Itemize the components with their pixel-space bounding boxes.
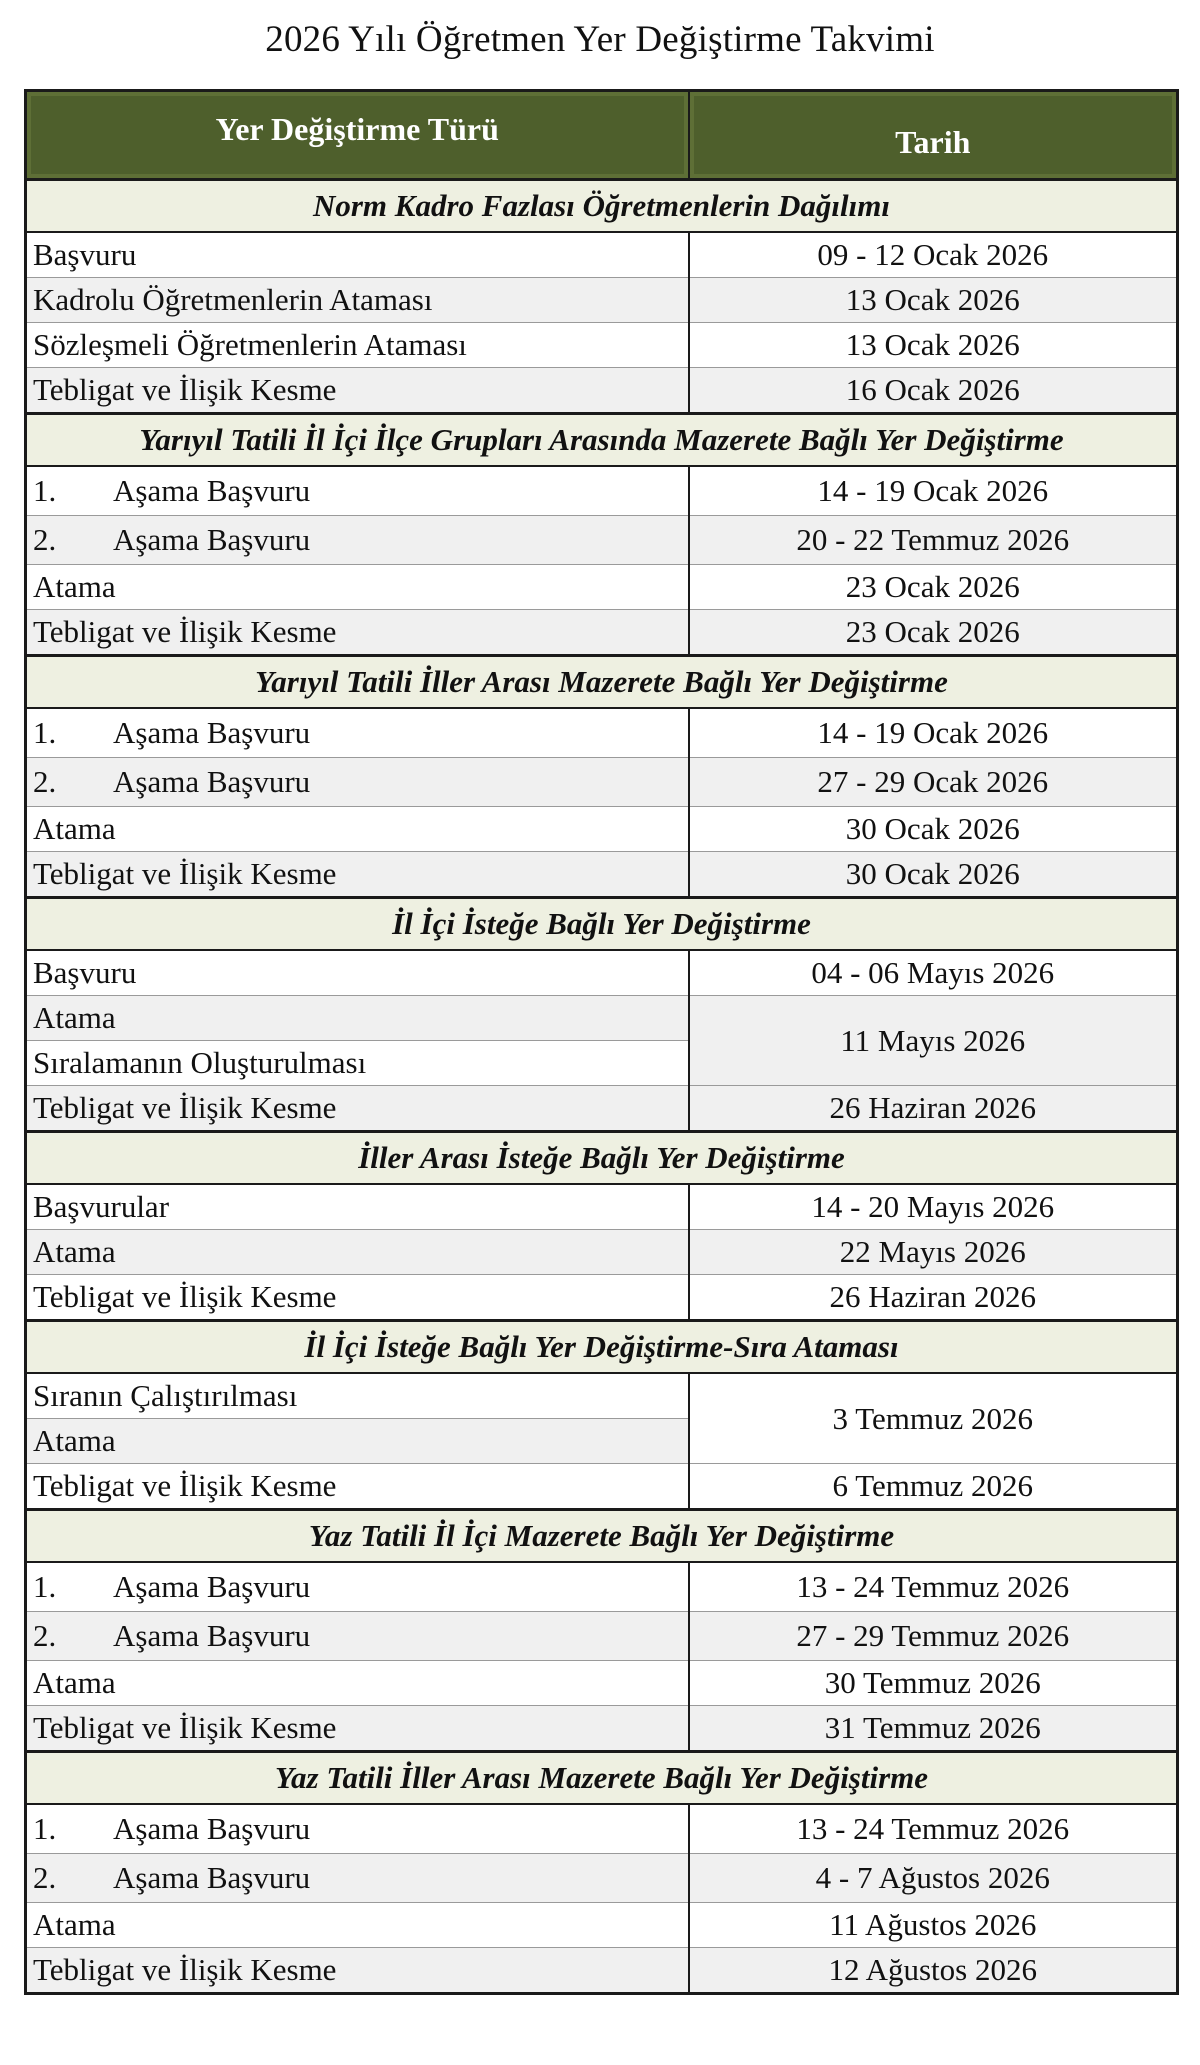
row-label: Tebligat ve İlişik Kesme [33, 856, 337, 891]
row-date: 14 - 19 Ocak 2026 [689, 708, 1178, 758]
header-row [26, 91, 1178, 180]
table-row [26, 516, 1178, 565]
row-label: Tebligat ve İlişik Kesme [33, 1710, 337, 1745]
table-row [26, 565, 1178, 610]
section-heading: İller Arası İsteğe Bağlı Yer Değiştirme [26, 1132, 1178, 1185]
section-heading-row [26, 656, 1178, 709]
section-heading: İl İçi İsteğe Bağlı Yer Değiştirme [26, 898, 1178, 951]
row-label: Atama [33, 1665, 116, 1700]
section-heading-row [26, 414, 1178, 467]
row-label: Tebligat ve İlişik Kesme [33, 1090, 337, 1125]
row-date: 11 Mayıs 2026 [689, 996, 1178, 1086]
row-date: 13 Ocak 2026 [689, 323, 1178, 368]
row-label-cell [26, 565, 689, 610]
row-label-cell [26, 1903, 689, 1948]
table-row [26, 466, 1178, 516]
row-date: 20 - 22 Temmuz 2026 [689, 516, 1178, 565]
row-label-cell [26, 758, 689, 807]
step-number: 2. [33, 1618, 57, 1653]
row-label-cell [26, 323, 689, 368]
table-row [26, 1804, 1178, 1854]
step-number: 1. [33, 1569, 57, 1604]
row-label-cell [26, 1184, 689, 1230]
table-row [26, 1854, 1178, 1903]
table-row [26, 1373, 1178, 1419]
row-label: Aşama Başvuru [113, 473, 311, 508]
table-row [26, 1086, 1178, 1132]
table-row [26, 852, 1178, 898]
row-label-cell [26, 1041, 689, 1086]
row-label-cell [26, 1706, 689, 1752]
row-label-cell [26, 852, 689, 898]
table-row [26, 323, 1178, 368]
row-label-cell [26, 1612, 689, 1661]
row-label: Tebligat ve İlişik Kesme [33, 1279, 337, 1314]
row-label: Atama [33, 811, 116, 846]
row-label: Sıranın Çalıştırılması [33, 1378, 298, 1413]
step-number: 2. [33, 1860, 57, 1895]
step-number: 1. [33, 473, 57, 508]
row-label: Atama [33, 1000, 116, 1035]
row-label: Sözleşmeli Öğretmenlerin Ataması [33, 327, 467, 362]
row-label-cell [26, 950, 689, 996]
row-label: Atama [33, 1907, 116, 1942]
section-heading: Yarıyıl Tatili İl İçi İlçe Grupları Arasında Mazerete Bağlı Yer Değiştirme [26, 414, 1178, 467]
section-heading: İl İçi İsteğe Bağlı Yer Değiştirme-Sıra Ataması [26, 1321, 1178, 1374]
row-label-cell [26, 1086, 689, 1132]
row-date: 27 - 29 Temmuz 2026 [689, 1612, 1178, 1661]
table-row [26, 610, 1178, 656]
table-row [26, 1612, 1178, 1661]
row-date: 14 - 19 Ocak 2026 [689, 466, 1178, 516]
section-heading-row [26, 898, 1178, 951]
row-date: 26 Haziran 2026 [689, 1086, 1178, 1132]
row-label-cell [26, 1661, 689, 1706]
table-row [26, 1948, 1178, 1994]
row-date: 27 - 29 Ocak 2026 [689, 758, 1178, 807]
section-heading-row [26, 1321, 1178, 1374]
row-date: 09 - 12 Ocak 2026 [689, 232, 1178, 278]
row-date: 30 Temmuz 2026 [689, 1661, 1178, 1706]
row-label-cell [26, 466, 689, 516]
row-label: Aşama Başvuru [113, 715, 311, 750]
step-number: 1. [33, 715, 57, 750]
section-heading-row [26, 1132, 1178, 1185]
row-label: Tebligat ve İlişik Kesme [33, 614, 337, 649]
row-label-cell [26, 516, 689, 565]
row-date: 04 - 06 Mayıs 2026 [689, 950, 1178, 996]
row-label: Sıralamanın Oluşturulması [33, 1045, 367, 1080]
table-row [26, 1230, 1178, 1275]
row-label: Kadrolu Öğretmenlerin Ataması [33, 282, 433, 317]
table-header [26, 91, 1178, 180]
row-label-cell [26, 1275, 689, 1321]
row-label-cell [26, 1419, 689, 1464]
row-date: 31 Temmuz 2026 [689, 1706, 1178, 1752]
row-date: 13 - 24 Temmuz 2026 [689, 1562, 1178, 1612]
table-row [26, 950, 1178, 996]
table-row [26, 1661, 1178, 1706]
row-date: 22 Mayıs 2026 [689, 1230, 1178, 1275]
row-label: Aşama Başvuru [113, 522, 311, 557]
step-number: 1. [33, 1811, 57, 1846]
table-row [26, 758, 1178, 807]
table-row [26, 1903, 1178, 1948]
column-header-type: Yer Değiştirme Türü [26, 91, 689, 180]
section-heading-row [26, 1510, 1178, 1563]
row-date: 11 Ağustos 2026 [689, 1903, 1178, 1948]
row-date: 14 - 20 Mayıs 2026 [689, 1184, 1178, 1230]
table-body [26, 180, 1178, 1994]
row-label: Aşama Başvuru [113, 1860, 311, 1895]
row-date: 6 Temmuz 2026 [689, 1464, 1178, 1510]
schedule-table [24, 89, 1179, 1995]
row-label-cell [26, 610, 689, 656]
table-row [26, 1275, 1178, 1321]
row-label: Başvuru [33, 955, 137, 990]
row-date: 26 Haziran 2026 [689, 1275, 1178, 1321]
row-date: 16 Ocak 2026 [689, 368, 1178, 414]
row-date: 13 Ocak 2026 [689, 278, 1178, 323]
row-label-cell [26, 1854, 689, 1903]
section-heading: Yaz Tatili İller Arası Mazerete Bağlı Yer Değiştirme [26, 1752, 1178, 1805]
row-label-cell [26, 1373, 689, 1419]
row-label: Atama [33, 569, 116, 604]
table-row [26, 368, 1178, 414]
row-label: Aşama Başvuru [113, 764, 311, 799]
page-title: 2026 Yılı Öğretmen Yer Değiştirme Takvimi [265, 19, 935, 60]
row-date: 12 Ağustos 2026 [689, 1948, 1178, 1994]
row-label-cell [26, 368, 689, 414]
section-heading: Norm Kadro Fazlası Öğretmenlerin Dağılımı [26, 180, 1178, 233]
table-row [26, 1464, 1178, 1510]
row-date: 30 Ocak 2026 [689, 852, 1178, 898]
row-date: 23 Ocak 2026 [689, 610, 1178, 656]
section-heading-row [26, 1752, 1178, 1805]
row-date: 13 - 24 Temmuz 2026 [689, 1804, 1178, 1854]
row-label: Tebligat ve İlişik Kesme [33, 1952, 337, 1987]
row-label: Başvuru [33, 237, 137, 272]
row-label: Atama [33, 1423, 116, 1458]
step-number: 2. [33, 522, 57, 557]
row-label-cell [26, 807, 689, 852]
step-number: 2. [33, 764, 57, 799]
row-label-cell [26, 708, 689, 758]
row-label-cell [26, 1948, 689, 1994]
table-row [26, 232, 1178, 278]
row-label: Aşama Başvuru [113, 1618, 311, 1653]
column-header-date: Tarih [689, 91, 1178, 180]
row-label-cell [26, 996, 689, 1041]
row-label: Aşama Başvuru [113, 1811, 311, 1846]
table-row [26, 807, 1178, 852]
row-label-cell [26, 1230, 689, 1275]
table-row [26, 278, 1178, 323]
row-label-cell [26, 1562, 689, 1612]
row-label-cell [26, 1464, 689, 1510]
row-label: Başvurular [33, 1189, 170, 1224]
row-label: Aşama Başvuru [113, 1569, 311, 1604]
section-heading-row [26, 180, 1178, 233]
row-label-cell [26, 1804, 689, 1854]
table-row [26, 708, 1178, 758]
row-date: 3 Temmuz 2026 [689, 1373, 1178, 1464]
row-label: Tebligat ve İlişik Kesme [33, 372, 337, 407]
row-label-cell [26, 278, 689, 323]
table-row [26, 1562, 1178, 1612]
table-row [26, 1184, 1178, 1230]
section-heading: Yarıyıl Tatili İller Arası Mazerete Bağlı Yer Değiştirme [26, 656, 1178, 709]
row-label-cell [26, 232, 689, 278]
table-row [26, 996, 1178, 1041]
row-date: 30 Ocak 2026 [689, 807, 1178, 852]
section-heading: Yaz Tatili İl İçi Mazerete Bağlı Yer Değiştirme [26, 1510, 1178, 1563]
row-label: Tebligat ve İlişik Kesme [33, 1468, 337, 1503]
table-row [26, 1706, 1178, 1752]
row-date: 23 Ocak 2026 [689, 565, 1178, 610]
row-label: Atama [33, 1234, 116, 1269]
row-date: 4 - 7 Ağustos 2026 [689, 1854, 1178, 1903]
